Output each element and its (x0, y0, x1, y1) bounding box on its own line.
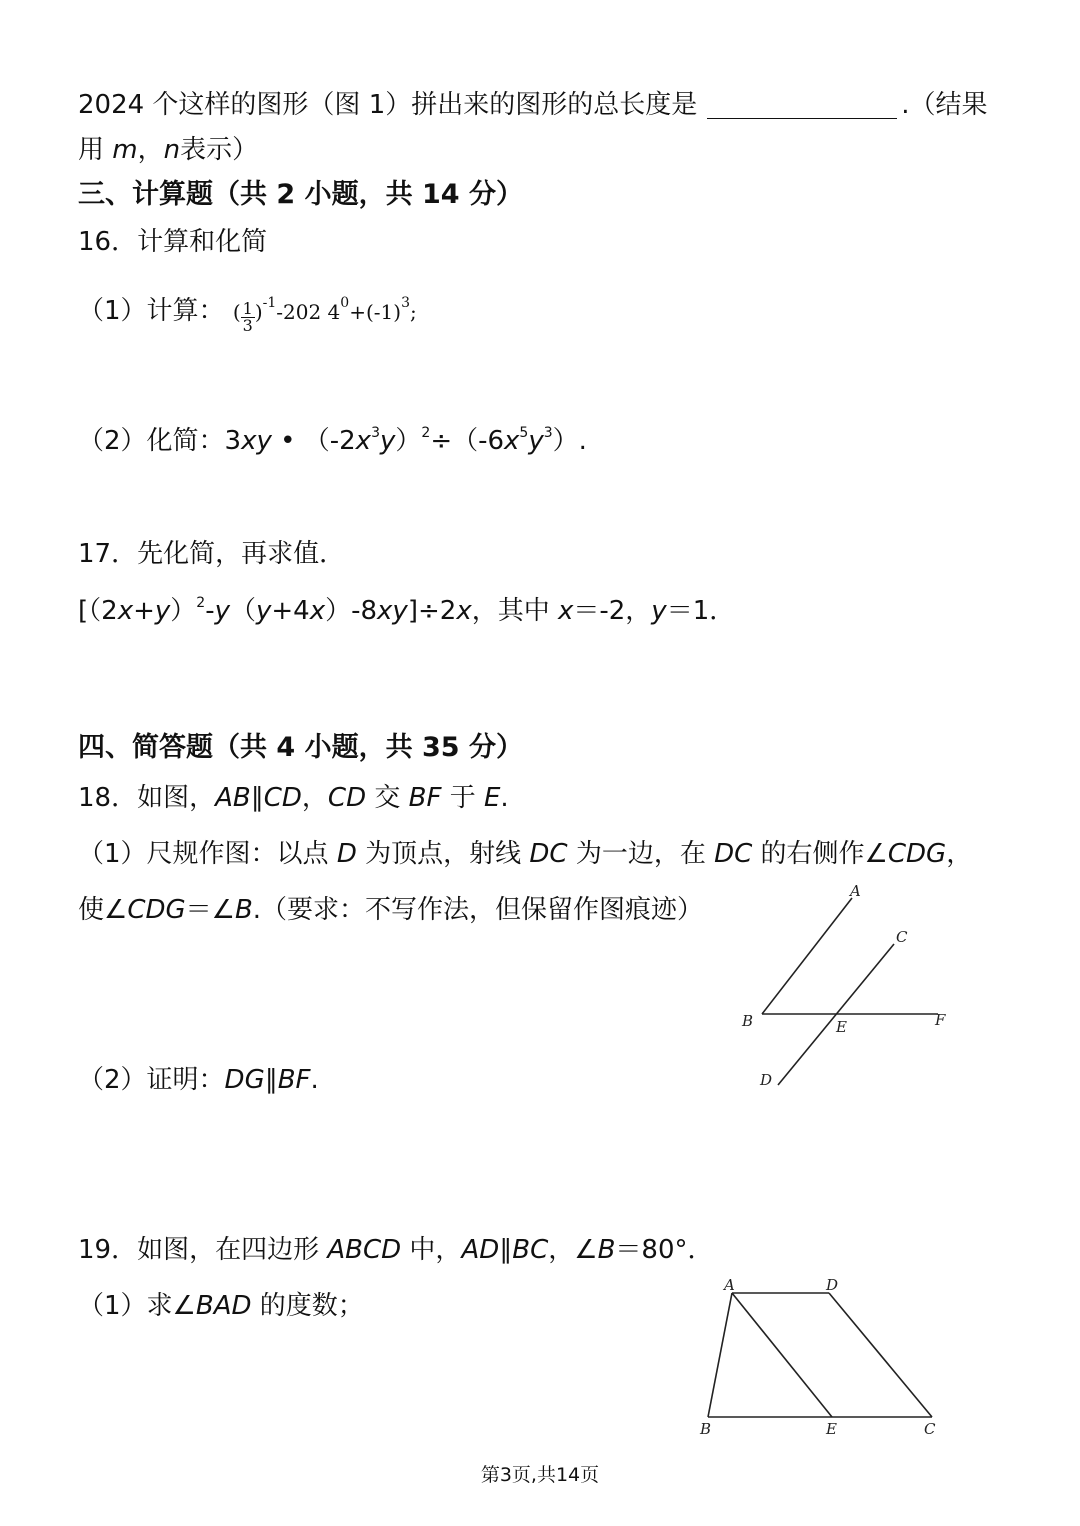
answer-blank[interactable] (707, 92, 897, 119)
label-f: F (935, 1011, 946, 1029)
line-ab (762, 898, 852, 1014)
q16-part1-expression: ( $\frac{1}{3}$ )$^{-1}$-202 $4^0+(-1)^3$; (232, 295, 417, 335)
label-b: B (742, 1012, 754, 1030)
segment-ae (732, 1293, 832, 1417)
q18-part2: （2）证明：DG∥BF. (78, 1065, 319, 1095)
section-4-heading: 四、简答题（共 4 小题，共 35 分） (78, 732, 523, 763)
label-d: D (760, 1071, 773, 1089)
section-3-heading: 三、计算题（共 2 小题，共 14 分） (78, 179, 523, 210)
page-footer: 第3页,共14页 (480, 1464, 600, 1486)
label-a: A (850, 882, 861, 900)
q16-part1: （1）计算： ( $\frac{1}{3}$ )$^{-1}$-202 $4^0+(-1)^3$; (78, 295, 417, 335)
label-c: C (924, 1420, 936, 1438)
q18-title: 18．如图，AB∥CD，CD 交 BF 于 E. (78, 783, 509, 813)
q18-part1-cont: 使∠CDG＝∠B.（要求：不写作法，但保留作图痕迹） (78, 895, 704, 925)
fraction: $\frac{1}{3}$ (242, 299, 253, 335)
q17-expression: $[(2x+y)^2-y(y+4x)-8xy]\div 2x$，其中 x＝-2，y＝1． (78, 595, 736, 626)
q17-title: 17．先化简，再求值． (78, 539, 346, 569)
side-dc (829, 1293, 932, 1417)
label-e: E (826, 1420, 837, 1438)
q19-title: 19．如图，在四边形 ABCD 中，AD∥BC，∠B＝80°． (78, 1235, 714, 1265)
q19-part1: （1）求∠BAD 的度数； (78, 1291, 364, 1321)
label-c: C (896, 928, 908, 946)
q15-line2: 用 m，n表示） (78, 135, 259, 165)
label-b: B (700, 1420, 712, 1438)
q16-title: 16．计算和化简 (78, 227, 268, 257)
label-a: A (724, 1276, 735, 1294)
q18-figure (736, 880, 966, 1095)
label-e: E (836, 1018, 847, 1036)
q15-line1: 2024 个这样的图形（图 1）拼出来的图形的总长度是 .（结果 (78, 90, 988, 120)
q16-part2: （2）化简：3xy • $(-2x^3y)^2\div(-6x^5y^3)$. (78, 425, 587, 456)
label-d: D (826, 1276, 839, 1294)
q18-part1: （1）尺规作图：以点 D 为顶点，射线 DC 为一边，在 DC 的右侧作∠CDG， (78, 839, 973, 869)
side-ab (708, 1293, 732, 1417)
q19-figure (696, 1276, 946, 1436)
